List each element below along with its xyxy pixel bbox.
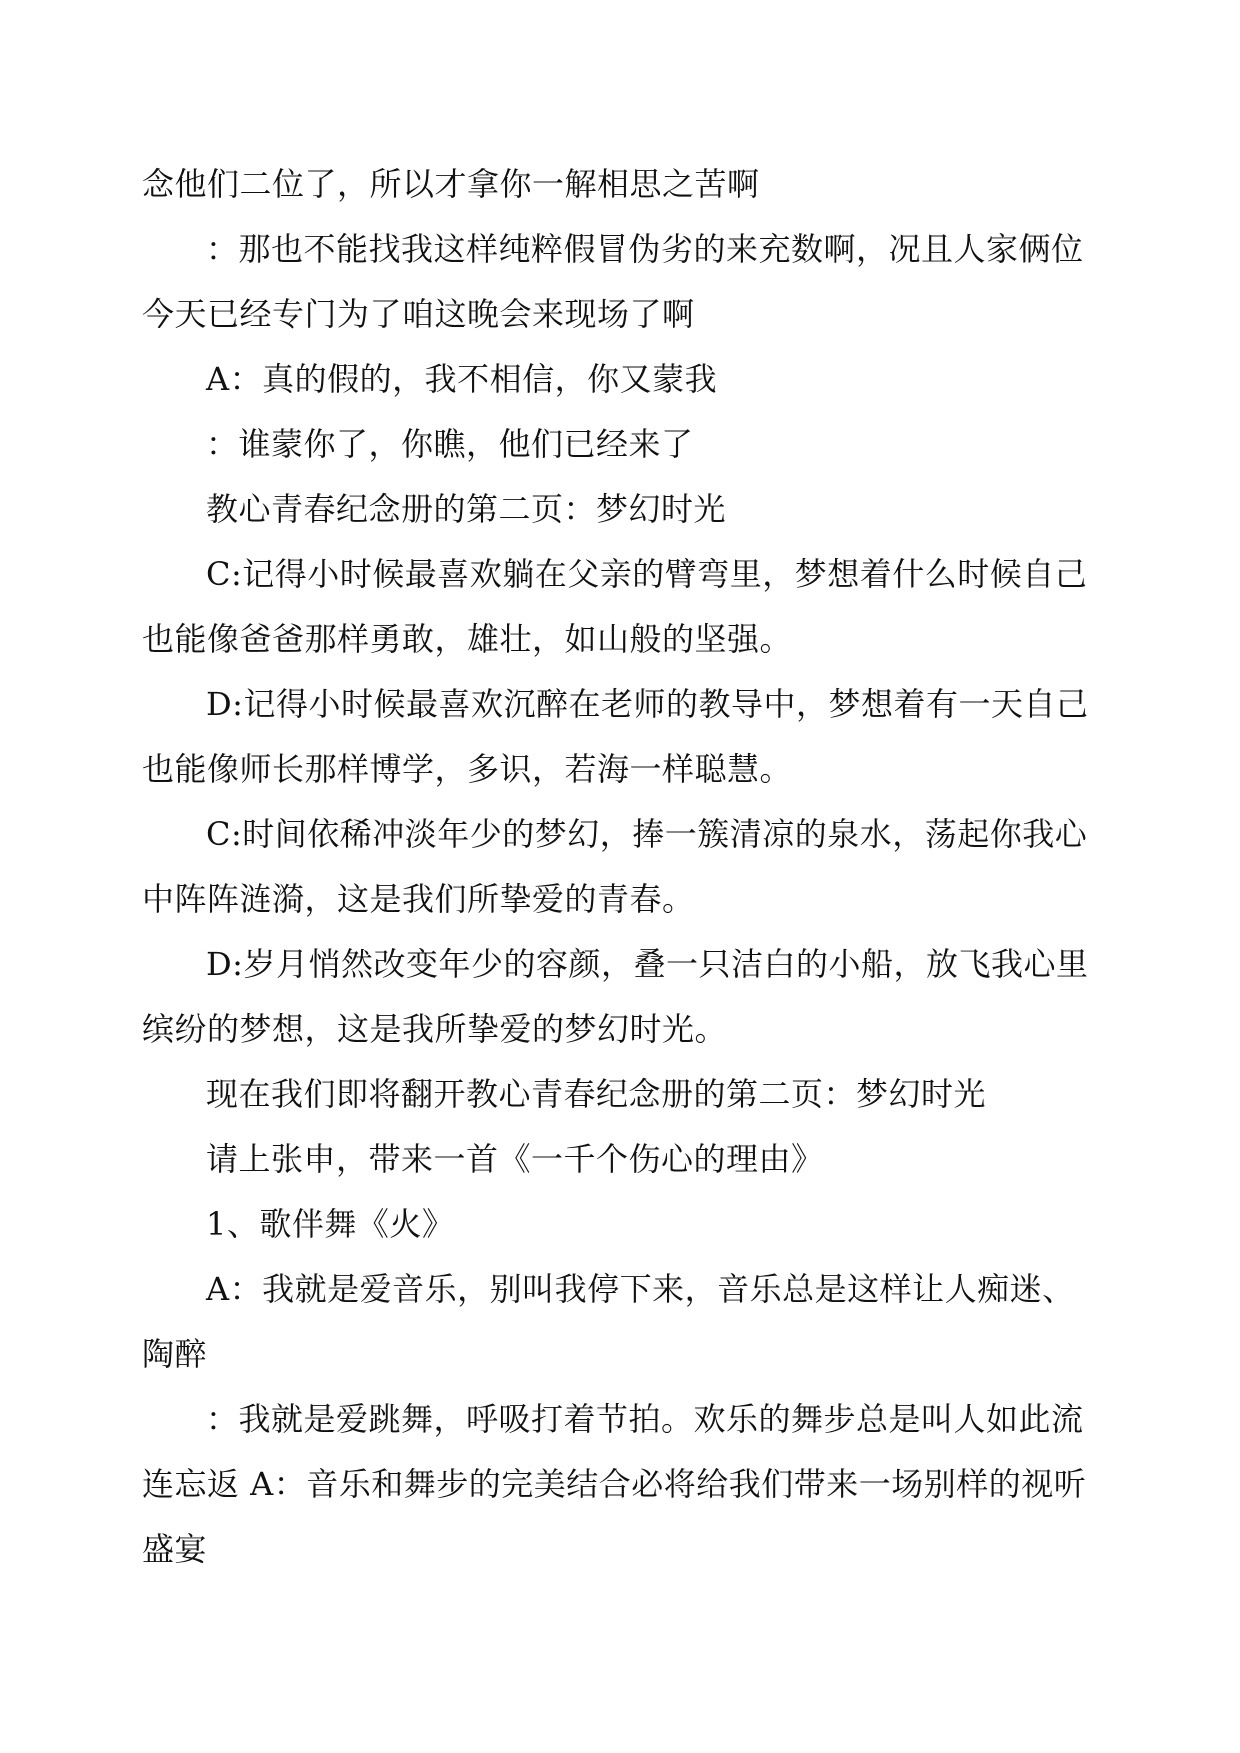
paragraph-3: A：真的假的，我不相信，你又蒙我 — [206, 360, 718, 398]
document-body — [142, 152, 1106, 1582]
paragraph-2: ：那也不能找我这样纯粹假冒伪劣的来充数啊，况且人家俩位今天已经专门为了咱这晚会来现场了啊 — [142, 230, 1084, 333]
paragraph-11: 请上张申，带来一首《一千个伤心的理由》 — [206, 1140, 824, 1178]
paragraph-9: D:岁月悄然改变年少的容颜，叠一只洁白的小船，放飞我心里缤纷的梦想，这是我所挚爱的梦幻时光。 — [142, 945, 1089, 1048]
paragraph-14: ：我就是爱跳舞，呼吸打着节拍。欢乐的舞步总是叫人如此流连忘返 A：音乐和舞步的完美结合必将给我们带来一场别样的视听盛宴 — [142, 1400, 1087, 1568]
paragraph-8: C:时间依稀冲淡年少的梦幻，捧一簇清凉的泉水，荡起你我心中阵阵涟漪，这是我们所挚爱的青春。 — [142, 815, 1088, 918]
paragraph-6: C:记得小时候最喜欢躺在父亲的臂弯里，梦想着什么时候自己也能像爸爸那样勇敢，雄壮，如山般的坚强。 — [142, 555, 1088, 658]
paragraph-12: 1、歌伴舞《火》 — [206, 1205, 455, 1243]
paragraph-7: D:记得小时候最喜欢沉醉在老师的教导中，梦想着有一天自己也能像师长那样博学，多识，若海一样聪慧。 — [142, 685, 1089, 788]
paragraph-1: 念他们二位了，所以才拿你一解相思之苦啊 — [142, 165, 760, 203]
paragraph-5: 教心青春纪念册的第二页：梦幻时光 — [206, 490, 727, 528]
paragraph-4: ：谁蒙你了，你瞧，他们已经来了 — [206, 425, 694, 463]
paragraph-13: A：我就是爱音乐，别叫我停下来，音乐总是这样让人痴迷、陶醉 — [142, 1270, 1075, 1373]
paragraph-10: 现在我们即将翻开教心青春纪念册的第二页：梦幻时光 — [206, 1075, 987, 1113]
